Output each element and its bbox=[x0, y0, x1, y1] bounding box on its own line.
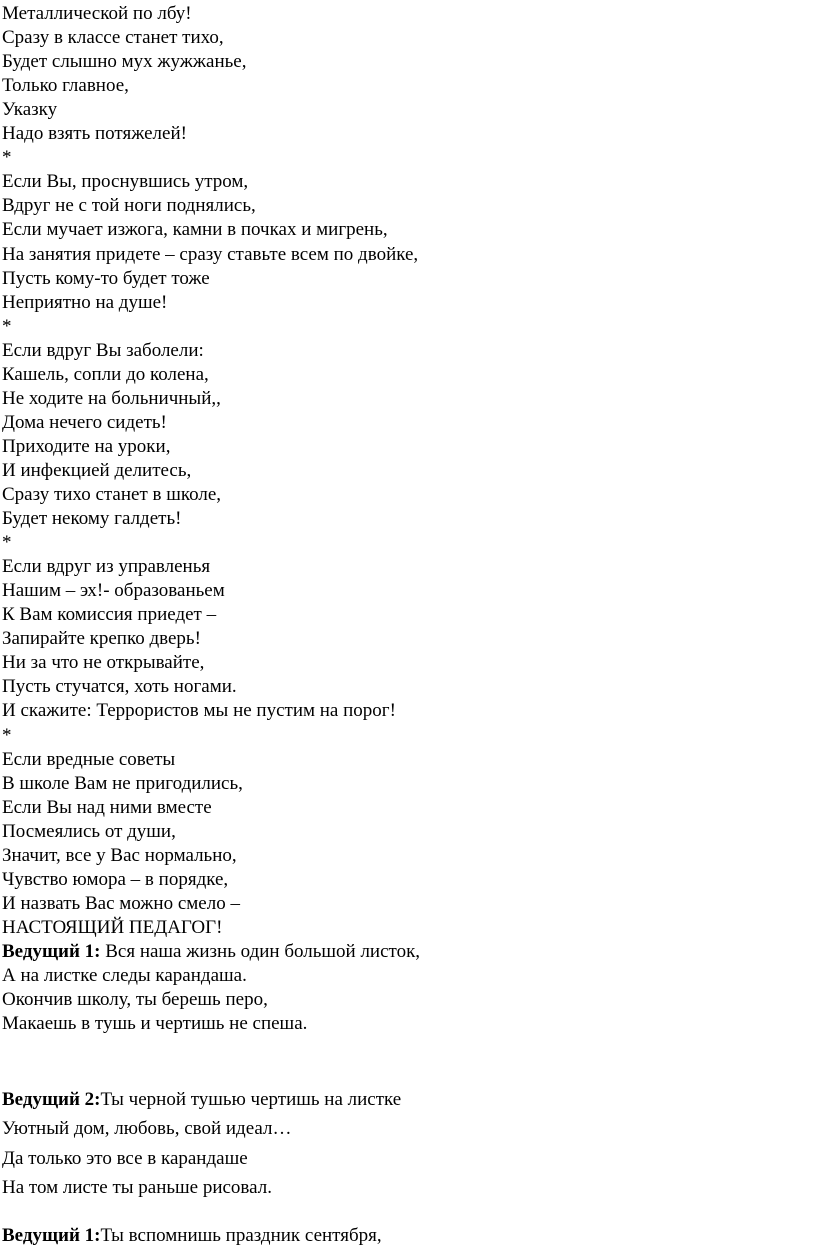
line-text: Ты вспомнишь праздник сентября, bbox=[100, 1225, 382, 1246]
line-text: Да только это все в карандаше bbox=[2, 1147, 248, 1169]
line-text: Ни за что не открывайте, bbox=[2, 652, 205, 674]
poem-line bbox=[2, 916, 222, 940]
line-text: Если вдруг Вы заболели: bbox=[2, 339, 204, 361]
line-text: На занятия придете – сразу ставьте всем по двойке, bbox=[2, 243, 419, 265]
line-text: НАСТОЯЩИЙ ПЕДАГОГ! bbox=[2, 916, 223, 938]
line-text: Будет некому галдеть! bbox=[2, 508, 182, 530]
poem-line bbox=[2, 74, 129, 98]
poem-line bbox=[2, 459, 191, 483]
line-text: Вся наша жизнь один большой листок, bbox=[100, 940, 421, 962]
stanza-separator bbox=[2, 724, 12, 748]
line-text: Пусть стучатся, хоть ногами. bbox=[2, 676, 237, 698]
line-text: Сразу в классе станет тихо, bbox=[2, 27, 224, 49]
line-text: Если Вы над ними вместе bbox=[2, 796, 212, 818]
poem-line bbox=[2, 387, 221, 411]
line-text: Указку bbox=[2, 99, 58, 121]
line-text: Приходите на уроки, bbox=[2, 435, 171, 457]
poem-line bbox=[2, 820, 176, 844]
line-text: * bbox=[2, 147, 12, 169]
line-text: Если мучает изжога, камни в почках и мигрень, bbox=[2, 219, 388, 241]
line-text: Значит, все у Вас нормально, bbox=[2, 844, 237, 866]
poem-line bbox=[2, 2, 192, 26]
line-text: * bbox=[2, 724, 12, 746]
line-text: Металлической по лбу! bbox=[2, 3, 192, 24]
poem-line bbox=[2, 772, 243, 796]
line-text: Запирайте крепко дверь! bbox=[2, 628, 201, 650]
speaker-label: Ведущий 1: bbox=[2, 940, 101, 962]
poem-line bbox=[2, 50, 246, 74]
poem-line bbox=[2, 1176, 272, 1200]
poem-line bbox=[2, 26, 224, 50]
line-text: На том листе ты раньше рисовал. bbox=[2, 1176, 272, 1198]
poem-line bbox=[2, 435, 170, 459]
line-text: * bbox=[2, 532, 12, 554]
poem-line bbox=[2, 122, 187, 146]
poem-line bbox=[2, 291, 167, 315]
line-text: Посмеялись от души, bbox=[2, 820, 176, 842]
line-text: А на листке следы карандаша. bbox=[2, 965, 247, 986]
line-text: Уютный дом, любовь, свой идеал… bbox=[2, 1118, 292, 1140]
poem-line bbox=[2, 964, 247, 988]
poem-line bbox=[2, 98, 57, 122]
poem-line bbox=[2, 555, 210, 579]
poem-line bbox=[2, 194, 256, 218]
line-text: * bbox=[2, 315, 12, 337]
poem-line bbox=[2, 579, 225, 603]
poem-line bbox=[2, 892, 240, 916]
poem-line bbox=[2, 796, 212, 820]
poem-line bbox=[2, 507, 181, 531]
stanza-separator bbox=[2, 315, 12, 339]
poem-line bbox=[2, 1012, 307, 1036]
line-text: Не ходите на больничный,, bbox=[2, 387, 221, 409]
line-text: Только главное, bbox=[2, 75, 129, 97]
poem-line bbox=[2, 988, 268, 1012]
line-text: Неприятно на душе! bbox=[2, 291, 168, 313]
line-text: К Вам комиссия приедет – bbox=[2, 604, 217, 626]
line-text: Чувство юмора – в порядке, bbox=[2, 868, 229, 890]
stanza-separator bbox=[2, 531, 12, 555]
poem-line bbox=[2, 363, 209, 387]
line-text: Нашим – эх!- образованьем bbox=[2, 580, 225, 602]
line-text: Если вредные советы bbox=[2, 748, 176, 770]
line-text: И назвать Вас можно смело – bbox=[2, 892, 240, 914]
line-text: Пусть кому-то будет тоже bbox=[2, 267, 210, 289]
line-text: Макаешь в тушь и чертишь не спеша. bbox=[2, 1013, 308, 1035]
poem-line bbox=[2, 170, 248, 194]
line-text: Надо взять потяжелей! bbox=[2, 123, 187, 145]
line-text: И инфекцией делитесь, bbox=[2, 459, 192, 481]
line-text: Дома нечего сидеть! bbox=[2, 411, 167, 433]
poem-line bbox=[2, 483, 221, 507]
speaker-line bbox=[2, 1224, 382, 1248]
stanza-separator bbox=[2, 146, 12, 170]
line-text: Будет слышно мух жужжанье, bbox=[2, 51, 247, 73]
poem-line bbox=[2, 748, 175, 772]
poem-line bbox=[2, 868, 228, 892]
line-text: Окончив школу, ты берешь перо, bbox=[2, 989, 268, 1011]
speaker-line bbox=[2, 940, 420, 964]
line-text: Кашель, сопли до колена, bbox=[2, 363, 209, 385]
poem-line bbox=[2, 699, 396, 723]
speaker-label: Ведущий 1: bbox=[2, 1225, 101, 1246]
poem-line bbox=[2, 339, 204, 363]
poem-line bbox=[2, 243, 418, 267]
poem-line bbox=[2, 1147, 248, 1171]
poem-line bbox=[2, 218, 388, 242]
line-text: Ты черной тушью чертишь на листке bbox=[100, 1089, 402, 1110]
poem-line bbox=[2, 411, 167, 435]
speaker-label: Ведущий 2: bbox=[2, 1089, 101, 1110]
poem-line bbox=[2, 1117, 291, 1141]
poem-line bbox=[2, 651, 204, 675]
line-text: В школе Вам не пригодились, bbox=[2, 772, 243, 794]
line-text: И скажите: Террористов мы не пустим на порог! bbox=[2, 700, 396, 722]
line-text: Сразу тихо станет в школе, bbox=[2, 484, 222, 505]
poem-line bbox=[2, 675, 237, 699]
poem-line bbox=[2, 603, 216, 627]
line-text: Если вдруг из управленья bbox=[2, 556, 211, 578]
poem-line bbox=[2, 627, 201, 651]
line-text: Вдруг не с той ноги поднялись, bbox=[2, 195, 256, 217]
line-text: Если Вы, проснувшись утром, bbox=[2, 171, 249, 193]
poem-line bbox=[2, 267, 210, 291]
speaker-line bbox=[2, 1088, 401, 1112]
poem-line bbox=[2, 844, 237, 868]
